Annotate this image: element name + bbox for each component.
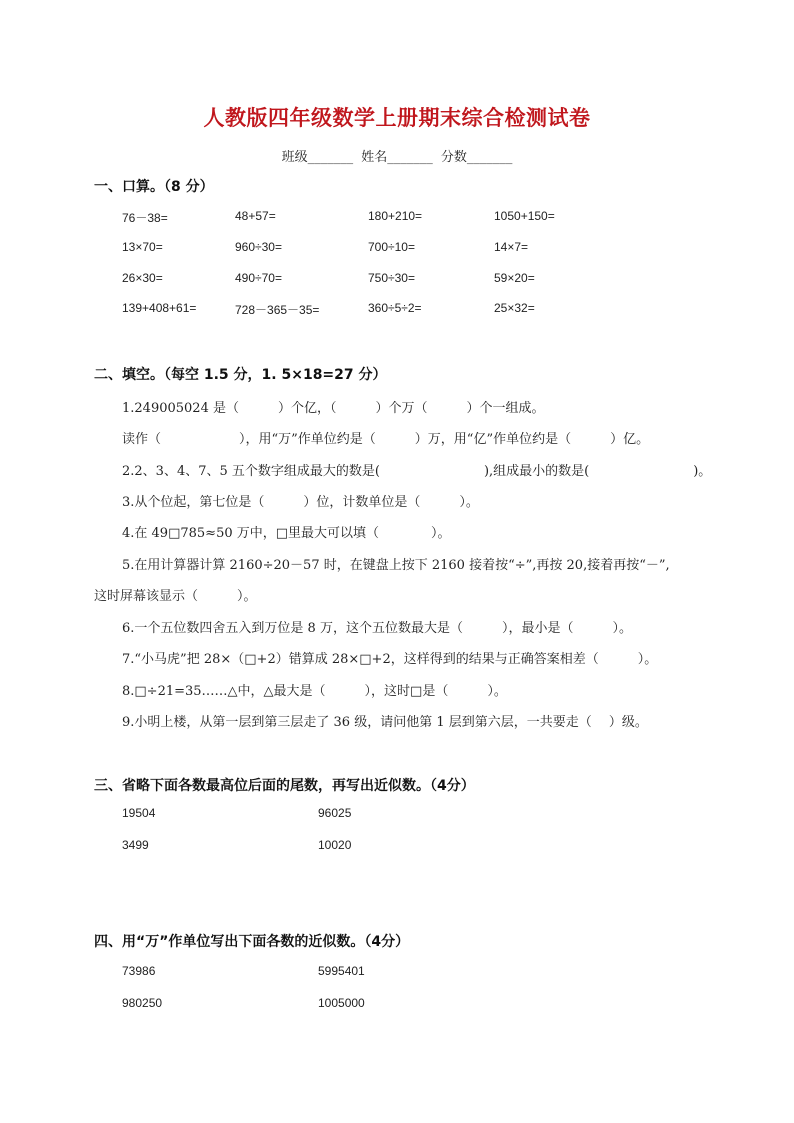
fill-blank-question: 9.小明上楼，从第一层到第三层走了 36 级，请问他第 1 层到第六层，一共要走（ ）级。 [122,715,648,730]
fill-blank-question: 读作（ ），用“万”作单位约是（ ）万，用“亿”作单位约是（ ）亿。 [122,432,650,447]
fill-blank-question: 3.从个位起，第七位是（ ）位，计数单位是（ ）。 [122,495,479,510]
section-4-heading: 四、用“万”作单位写出下面各数的近似数。（4分） [94,934,410,950]
score-field: 分数_______ [440,150,513,165]
fill-blank-question: 8.□÷21=35……△中，△最大是（ ），这时□是（ ）。 [122,684,507,699]
fill-blank-question: 6.一个五位数四舍五入到万位是 8 万，这个五位数最大是（ ），最小是（ ）。 [122,621,632,636]
oral-calc-item: 490÷70= [235,271,282,285]
oral-calc-item: 76－38= [122,211,168,225]
section-2-heading: 二、填空。（每空 1.5 分，1. 5×18=27 分） [94,367,387,383]
class-field: 班级_______ [281,150,354,165]
oral-calc-item: 1050+150= [494,209,555,223]
number-item: 73986 [122,964,156,978]
oral-calc-item: 360÷5÷2= [368,301,422,315]
number-item: 10020 [318,838,352,852]
student-info-line [0,146,794,165]
fill-blank-question: 2.2、3、4、7、5 五个数字组成最大的数是( ),组成最小的数是( )。 [122,464,712,479]
oral-calc-item: 59×20= [494,271,535,285]
oral-calc-item: 139+408+61= [122,301,197,315]
number-item: 19504 [122,806,156,820]
fill-blank-question: 这时屏幕该显示（ ）。 [94,589,257,604]
oral-calc-item: 180+210= [368,209,423,223]
number-item: 3499 [122,838,149,852]
oral-calc-item: 728－365－35= [235,303,320,317]
fill-blank-question: 5.在用计算器计算 2160÷20－57 时，在键盘上按下 2160 接着按“÷”,再按 20,接着再按“－”, [122,558,670,573]
fill-blank-question: 1.249005024 是（ ）个亿，（ ）个万（ ）个一组成。 [122,401,545,416]
oral-calc-item: 25×32= [494,301,535,315]
fill-blank-question: 7.“小马虎”把 28×（□+2）错算成 28×□+2，这样得到的结果与正确答案相差（ ）。 [122,652,658,667]
oral-calc-item: 13×70= [122,240,163,254]
oral-calc-item: 26×30= [122,271,163,285]
number-item: 5995401 [318,964,365,978]
number-item: 980250 [122,996,163,1010]
oral-calc-item: 960÷30= [235,240,282,254]
oral-calc-item: 48+57= [235,209,276,223]
fill-blank-question: 4.在 49□785≈50 万中，□里最大可以填（ ）。 [122,526,451,541]
oral-calc-item: 14×7= [494,240,529,254]
section-1-heading: 一、口算。（8 分） [94,179,214,195]
page-title: 人教版四年级数学上册期末综合检测试卷 [203,106,591,130]
section-3-heading: 三、省略下面各数最高位后面的尾数，再写出近似数。（4分） [94,778,475,794]
oral-calc-item: 700÷10= [368,240,415,254]
oral-calc-item: 750÷30= [368,271,415,285]
name-field: 姓名_______ [361,150,433,165]
number-item: 96025 [318,806,352,820]
number-item: 1005000 [318,996,365,1010]
